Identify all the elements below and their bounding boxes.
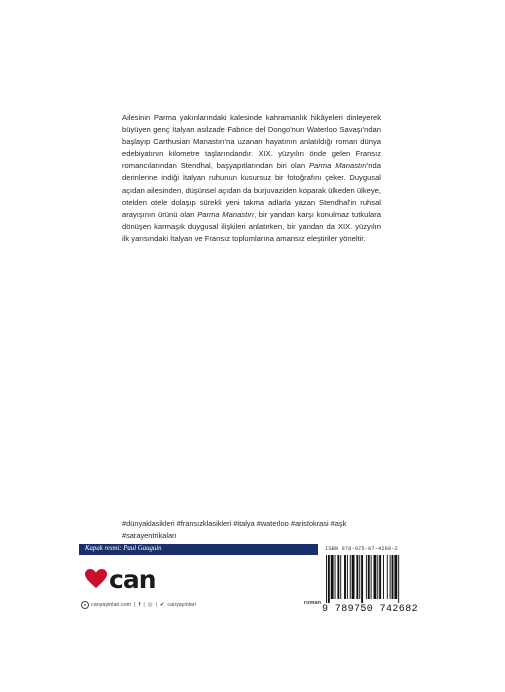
isbn-text: ISBN 978-975-07-4268-2 [325, 546, 398, 552]
blurb-text-1: Ailesinin Parma yakınlarındaki kalesinde kahramanlık hikâyeleri dinleyerek büyüyen genç İtalyan asilzade Fabrice del Dongo'nun Waterloo Savaşı'ndan başlayıp Carthusian Manastırı'na uzanan hayatının anlatıldığı roman dünya edebiyatının kilometre taşlarındandır. XIX. yüzyılın önde gelen Fransız romancılarından Stendhal, başyapıtlarından biri olan [122, 113, 381, 171]
cover-credit: Kapak resmi: Paul Gauguin [85, 545, 162, 552]
facebook-icon[interactable]: f [138, 602, 141, 608]
blurb-text-2: 'nda derinlerine indiği İtalyan ruhunun kusursuz bir fotoğrafını çeker. Duygusal açıdan ailesinden, düşünsel açıdan da burjuvaziden koparak ülkeden ülkeye, otelden otele dolaşıp sürekli yeni takma adlarla yazan Stendhal'in ruhsal arayışının ürünü olan [122, 161, 381, 219]
instagram-icon[interactable]: ◎ [147, 602, 153, 608]
globe-icon: ● [81, 601, 89, 609]
publisher-footer [81, 600, 321, 610]
twitter-icon[interactable]: ✔ [159, 602, 165, 608]
divider: | [134, 602, 136, 608]
heart-icon [84, 567, 108, 591]
book-title-italic: Parma Manastırı [308, 161, 367, 171]
barcode-number: 9 789750 742682 [322, 604, 419, 615]
back-cover-blurb [122, 112, 381, 245]
barcode [325, 555, 429, 603]
publisher-wordmark: can [109, 564, 156, 594]
blurb-text-3: , bir yandan karşı konulmaz tutkulara dönüşen karmaşık duygusal ilişkileri anlatırken, bir yandan da XIX. yüzyılın ilk yarısındaki İtalyan ve Fransız toplumlarına amansız eleştiriler yöneltir. [122, 209, 381, 243]
divider: | [143, 602, 145, 608]
genre-label: roman [303, 600, 321, 606]
cover-credit-band [79, 544, 318, 555]
book-title-italic-2: Parma Manastırı [197, 209, 254, 219]
publisher-logo [84, 564, 156, 594]
divider: | [155, 602, 157, 608]
hashtags: #dünyaklasikleri #fransızklasikleri #italya #waterloo #aristokrasi #aşk #sarayentrikaları [122, 519, 347, 541]
social-handle[interactable]: canyayinlari [167, 602, 196, 608]
website-link[interactable]: canyayinlari.com [91, 602, 132, 608]
blurb-paragraph [122, 112, 381, 245]
